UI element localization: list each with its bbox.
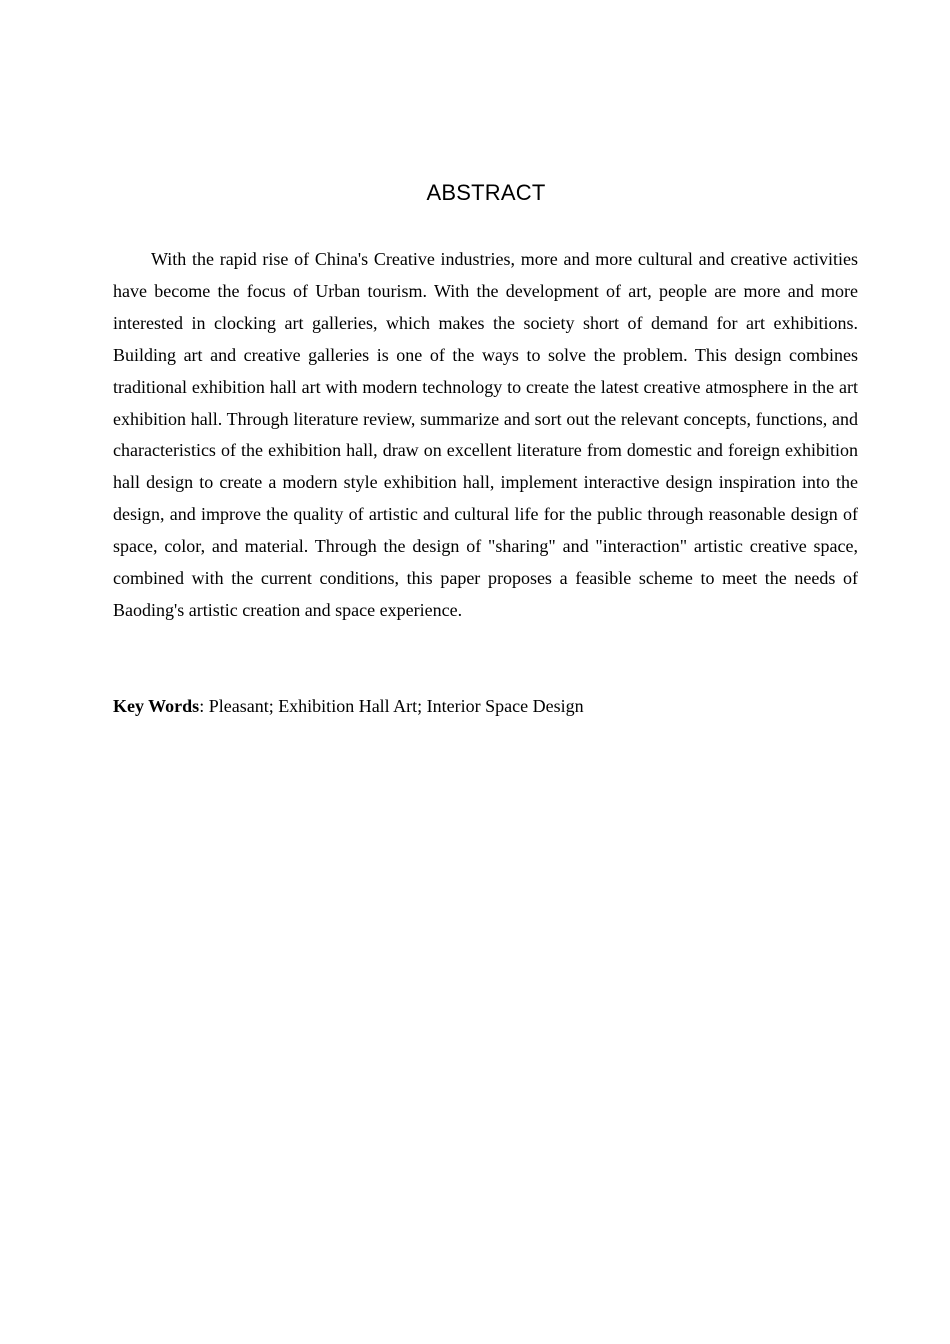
- abstract-title: ABSTRACT: [426, 180, 546, 205]
- keywords-line: [113, 691, 858, 723]
- keywords-separator: :: [199, 696, 209, 716]
- abstract-body: With the rapid rise of China's Creative industries, more and more cultural and creative activities have become the focus of Urban tourism. With the development of art, people are more and more interested in clocking art galleries, which makes the society short of demand for art exhibitions. Building art and creative galleries is one of the ways to solve the problem. This design combines traditional exhibition hall art with modern technology to create the latest creative atmosphere in the art exhibition hall. Through literature review, summarize and sort out the relevant concepts, functions, and characteristics of the exhibition hall, draw on excellent literature from domestic and foreign exhibition hall design to create a modern style exhibition hall, implement interactive design inspiration into the design, and improve the quality of artistic and cultural life for the public through reasonable design of space, color, and material. Through the design of "sharing" and "interaction" artistic creative space, combined with the current conditions, this paper proposes a feasible scheme to meet the needs of Baoding's artistic creation and space experience.: [113, 249, 858, 620]
- keywords-label: Key Words: [113, 696, 200, 716]
- keywords-list: Pleasant; Exhibition Hall Art; Interior Space Design: [208, 696, 584, 716]
